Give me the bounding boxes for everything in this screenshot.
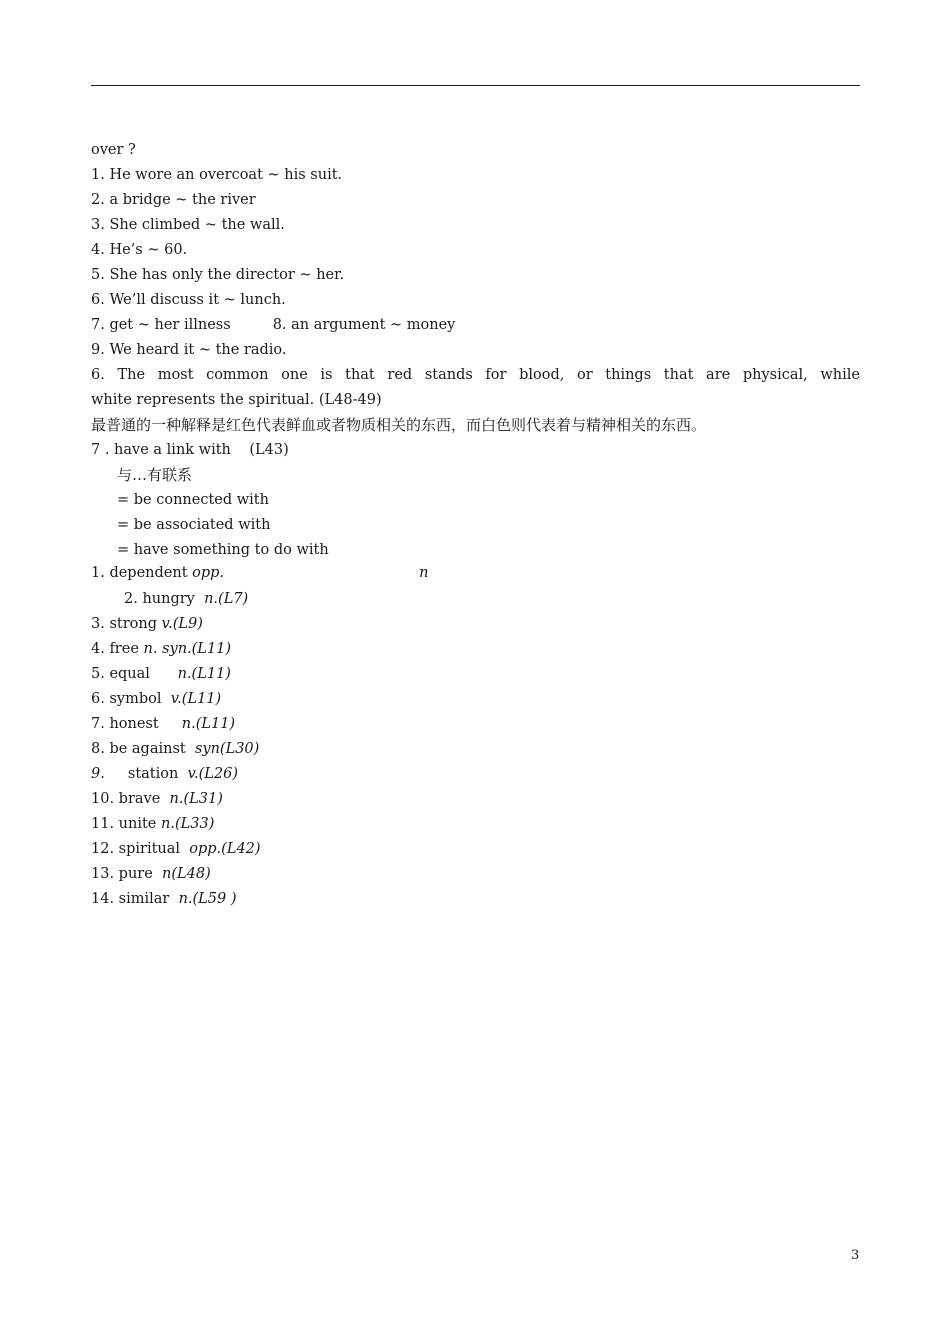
word-item-13: 13. pure n(L48) — [91, 866, 211, 882]
over-heading: over ? — [91, 142, 136, 158]
over-item-6: 6. We’ll discuss it ~ lunch. — [91, 292, 286, 308]
over-item-7: 7. get ~ her illness — [91, 317, 231, 333]
word-item-4: 4. free n. syn.(L11) — [91, 641, 232, 657]
note7-meaning: 与…有联系 — [117, 466, 193, 484]
note6-line2: white represents the spiritual. (L48-49) — [91, 392, 382, 408]
word-item-6: 6. symbol v.(L11) — [91, 691, 222, 707]
word-item-10: 10. brave n.(L31) — [91, 791, 223, 807]
word-item-1: 1. dependent opp. n — [91, 565, 429, 581]
page-number: 3 — [851, 1248, 860, 1263]
word-item-3: 3. strong v.(L9) — [91, 616, 203, 632]
note7-heading: 7 . have a link with (L43) — [91, 442, 289, 458]
note6-line1: 6. The most common one is that red stands for blood, or things that are physical, while — [91, 367, 860, 383]
word-item-8: 8. be against syn(L30) — [91, 741, 260, 757]
over-item-8: 8. an argument ~ money — [272, 317, 456, 333]
note7-synonym-1: = be connected with — [117, 492, 269, 508]
over-item-3: 3. She climbed ~ the wall. — [91, 217, 285, 233]
over-item-4: 4. He’s ~ 60. — [91, 242, 188, 258]
note7-synonym-3: = have something to do with — [117, 542, 329, 558]
word-item-14: 14. similar n.(L59 ) — [91, 891, 237, 907]
note6-translation: 最普通的一种解释是红色代表鲜血或者物质相关的东西，而白色则代表着与精神相关的东西。 — [91, 416, 707, 434]
word-item-12: 12. spiritual opp.(L42) — [91, 841, 261, 857]
over-item-9: 9. We heard it ~ the radio. — [91, 342, 287, 358]
document-body — [91, 138, 860, 912]
word-item-2: 2. hungry n.(L7) — [124, 591, 249, 607]
header-rule — [91, 85, 860, 86]
word-item-11: 11. unite n.(L33) — [91, 816, 215, 832]
over-item-7-8 — [91, 313, 860, 338]
word-item-9: 9. station v.(L26) — [91, 766, 239, 782]
word-item-5: 5. equal n.(L11) — [91, 666, 231, 682]
over-item-2: 2. a bridge ~ the river — [91, 192, 256, 208]
over-item-5: 5. She has only the director ~ her. — [91, 267, 345, 283]
word-item-7: 7. honest n.(L11) — [91, 716, 236, 732]
over-item-1: 1. He wore an overcoat ~ his suit. — [91, 167, 343, 183]
note7-synonym-2: = be associated with — [117, 517, 271, 533]
